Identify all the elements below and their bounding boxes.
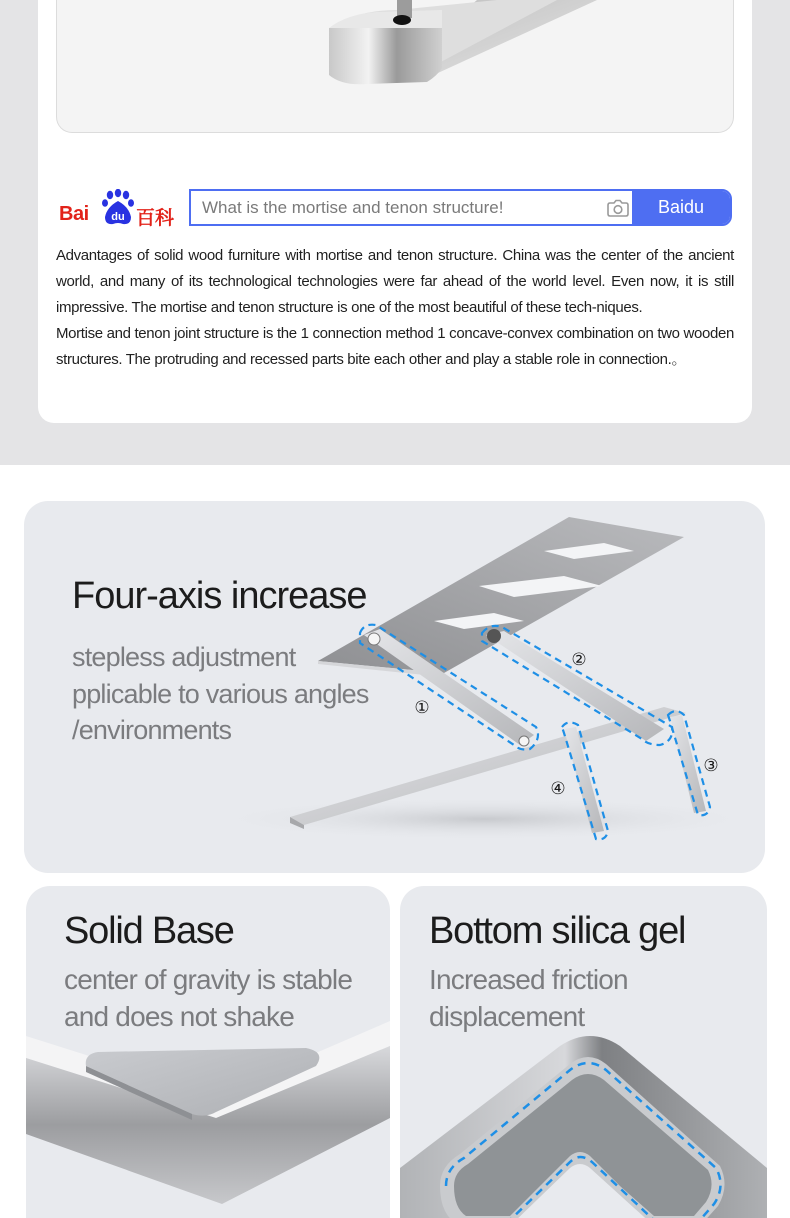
feature-four-axis: [24, 501, 765, 873]
subtitle-line: and does not shake: [64, 1000, 295, 1032]
paw-icon: [101, 189, 135, 227]
subtitle-line: Increased friction: [429, 964, 628, 995]
logo-text-baike: 百科: [136, 208, 175, 229]
subtitle-line: center of gravity is stable: [64, 964, 353, 995]
feature-solid-base: [26, 886, 390, 1218]
article-paragraph: Mortise and tenon joint structure is the 1 connection method 1 concave-convex combination on two wooden structures. The protruding and recessed parts bite each other and play a stable role in connection.。: [56, 325, 734, 368]
article-paragraph: Advantages of solid wood furniture with mortise and tenon structure. China was the center of the ancient world, and many of its technological technologies were far ahead of the world level. Even now, it is still impressive. The mortise and tenon structure is one of the most beautiful of these tech-niques.: [56, 247, 734, 316]
silica-gel-title: Bottom silica gel: [429, 910, 686, 952]
subtitle-line: /environments: [72, 715, 232, 745]
silica-gel-subtitle: [429, 962, 628, 1035]
svg-text:du: du: [111, 211, 125, 223]
logo-text-bai: Bai: [59, 203, 89, 225]
solid-base-title: Solid Base: [64, 910, 234, 952]
search-box: [189, 189, 732, 226]
baidu-search-bar: [58, 189, 732, 229]
callout-3: ③: [703, 756, 719, 776]
camera-icon[interactable]: [607, 199, 629, 217]
info-card: [38, 0, 752, 423]
callout-4: ④: [550, 779, 566, 799]
solid-base-subtitle: [64, 962, 352, 1035]
subtitle-line: pplicable to various angles: [72, 678, 369, 709]
baidu-baike-logo: [58, 189, 178, 229]
subtitle-line: stepless adjustment: [72, 642, 296, 672]
subtitle-line: displacement: [429, 1000, 585, 1032]
feature-silica-gel: [400, 886, 767, 1218]
search-input[interactable]: [191, 191, 611, 224]
callout-1: ①: [414, 698, 430, 718]
callout-2: ②: [571, 650, 587, 670]
top-band: [0, 0, 790, 465]
four-axis-title: Four-axis increase: [72, 575, 367, 617]
four-axis-subtitle: [72, 639, 432, 749]
article-text: [56, 243, 734, 373]
baidu-search-button[interactable]: Baidu: [632, 191, 730, 224]
product-photo-bracket: [56, 0, 734, 133]
metal-bracket-image: [57, 0, 734, 133]
